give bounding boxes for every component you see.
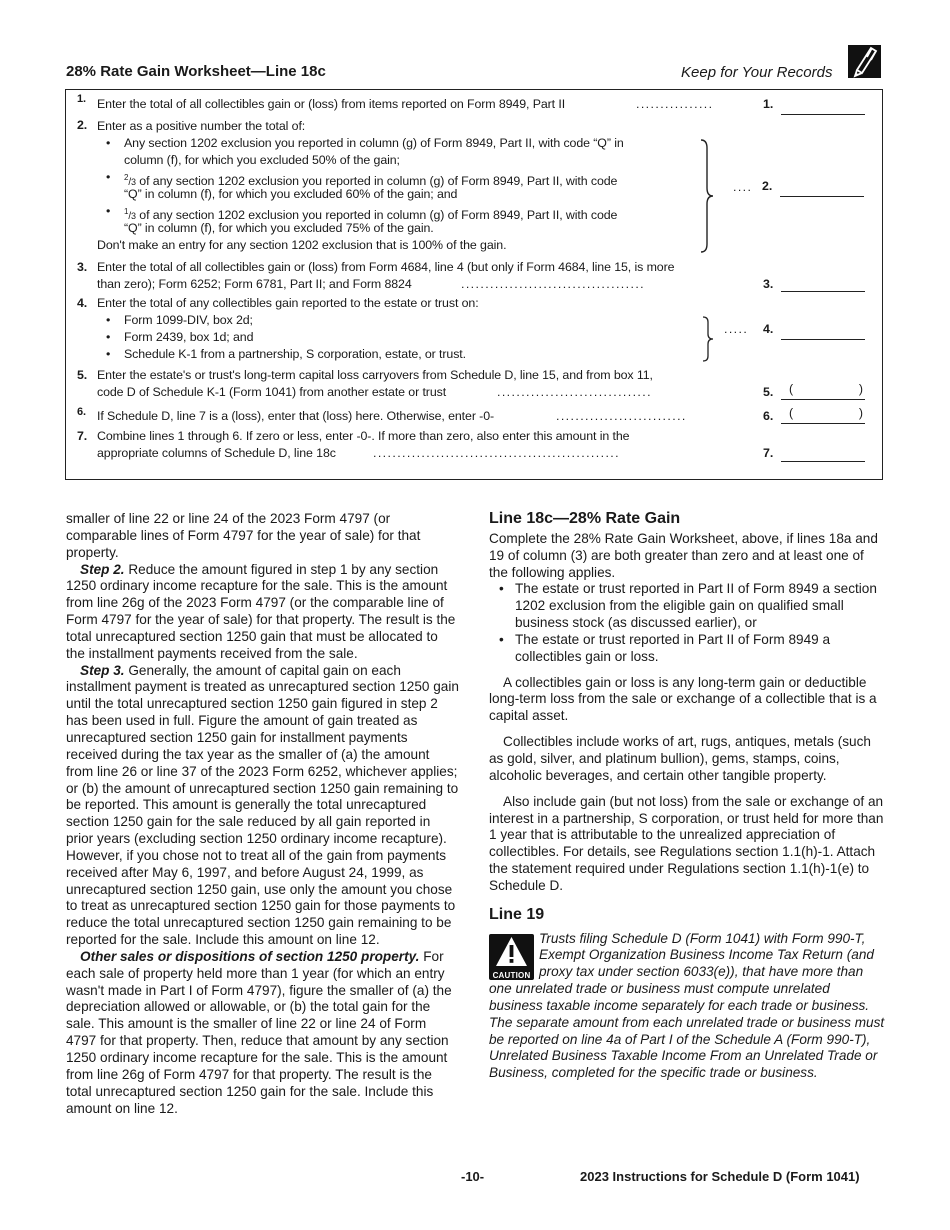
line-label: 5.	[763, 385, 774, 399]
leader-dots: ................	[636, 97, 714, 111]
line-2-entry-field[interactable]	[780, 181, 864, 197]
line-number: 7.	[77, 429, 88, 443]
caution-label: CAUTION	[492, 970, 531, 980]
line-note: Don't make an entry for any section 1202 exclusion that is 100% of the gain.	[97, 238, 507, 252]
line-text: Enter the total of all collectibles gain or (loss) from Form 4684, line 4 (but only if Form 4684, line 15, is more	[97, 260, 675, 274]
paragraph: Collectibles include works of art, rugs, antiques, metals (such as gold, silver, and platinum bullion), gems, stamps, coins, alcoholic beverages, and certain other tangible property.	[489, 734, 871, 783]
bullet-icon: •	[106, 170, 111, 184]
line-label: 7.	[763, 446, 774, 460]
line-label: 2.	[762, 179, 773, 193]
bullet-text: “Q” in column (f), for which you excluded 60% of the gain; and	[124, 187, 458, 201]
line-number: 4.	[77, 296, 88, 310]
pencil-icon	[848, 45, 881, 78]
line-intro: Enter as a positive number the total of:	[97, 119, 306, 133]
line-intro: Enter the total of any collectibles gain reported to the estate or trust on:	[97, 296, 479, 310]
bullet-text: Any section 1202 exclusion you reported in column (g) of Form 8949, Part II, with code “Q” in	[124, 136, 624, 150]
left-column	[66, 511, 460, 1117]
heading-line-18c: Line 18c—28% Rate Gain	[489, 510, 681, 527]
line-7-entry-field[interactable]	[781, 446, 865, 462]
brace-icon	[698, 138, 716, 254]
line-label: 4.	[763, 322, 774, 336]
line-3-entry-field[interactable]	[781, 276, 865, 292]
bullet-icon: •	[106, 313, 111, 327]
line-text: appropriate columns of Schedule D, line 18c	[97, 446, 336, 460]
heading-line-19: Line 19	[489, 905, 545, 923]
list-item: • The estate or trust reported in Part II of Form 8949 a collectibles gain or loss.	[489, 632, 885, 666]
bullet-text: Form 1099-DIV, box 2d;	[124, 313, 253, 327]
open-paren: (	[789, 406, 794, 420]
bullet-icon: •	[106, 136, 111, 150]
line-text: Enter the total of all collectibles gain or (loss) from items reported on Form 8949, Part II	[97, 97, 566, 111]
keep-for-records-label: Keep for Your Records	[681, 64, 833, 81]
line-number: 5.	[77, 368, 88, 382]
line-label: 6.	[763, 409, 774, 423]
other-sales-label: Other sales or dispositions of section 1250 property.	[80, 948, 420, 964]
paragraph: Also include gain (but not loss) from the sale or exchange of an interest in a partnership, S corporation, or trust held for more than 1 year that is attributable to the unrealized appreciation of collectibles. For details, see Regulations section 1.1(h)-1. Attach the statement required under Regulations section 1.1(h)-1(e) to Schedule D.	[489, 793, 884, 893]
close-paren: )	[858, 382, 863, 396]
line-text: If Schedule D, line 7 is a (loss), enter that (loss) here. Otherwise, enter -0-	[97, 409, 495, 423]
line-text: than zero); Form 6252; Form 6781, Part II; and Form 8824	[97, 277, 412, 291]
line-text: Enter the estate's or trust's long-term capital loss carryovers from Schedule D, line 15, and from box 11,	[97, 368, 653, 382]
leader-dots: .....	[724, 322, 749, 336]
fraction-denominator: 3	[131, 211, 136, 222]
bullet-text: column (f), for which you excluded 50% of the gain;	[124, 153, 400, 167]
bullet-list	[489, 581, 885, 665]
bullet-text: Schedule K-1 from a partnership, S corporation, estate, or trust.	[124, 347, 466, 361]
step-2-text: Reduce the amount figured in step 1 by any section 1250 ordinary income recapture for the sale. This is the amount from line 26g of the 2023 Form 4797 (or the comparable line of Form 4797 for the year of sale) for that property. The result is the total unrecaptured section 1250 gain that must be allocated to the installment payments received from the sale.	[66, 561, 456, 661]
step-2-label: Step 2.	[80, 561, 125, 577]
brace-icon	[700, 316, 716, 362]
bullet-text: Form 2439, box 1d; and	[124, 330, 254, 344]
step-3-paragraph	[66, 663, 460, 949]
caution-text: Trusts filing Schedule D (Form 1041) with Form 990-T, Exempt Organization Business Income Tax Return (and proxy tax under section 6033(e)), that have more than one unrelated trade or business must compute unrelated business taxable income separately for each trade or business. The separate amount from each unrelated trade or business must be reported on line 4a of Part I of the Schedule A (Form 990-T), Unrelated Business Taxable Income From an Unrelated Trade or Business, completed for the specific trade or business.	[489, 930, 885, 1081]
line-text: code D of Schedule K-1 (Form 1041) from another estate or trust	[97, 385, 447, 399]
leader-dots: ...................................................	[373, 446, 620, 460]
footer-title: 2023 Instructions for Schedule D (Form 1041)	[580, 1169, 860, 1184]
bullet-text-with-fraction: $^2$/3 of any section 1202 exclusion you reported in column (g) of Form 8949, Part II, with code	[124, 173, 618, 189]
leader-dots: ....	[733, 180, 753, 194]
line-label: 1.	[763, 97, 774, 111]
line-4-entry-field[interactable]	[781, 324, 865, 340]
line-5-entry-field[interactable]	[781, 384, 865, 400]
list-item: • The estate or trust reported in Part II of Form 8949 a section 1202 exclusion from the eligible gain on qualified small business stock (as discussed earlier), or	[489, 581, 885, 632]
bullet-icon: •	[106, 330, 111, 344]
fraction-numerator: 1	[124, 207, 129, 216]
bullet-text: of any section 1202 exclusion you reported in column (g) of Form 8949, Part II, with code	[135, 208, 618, 223]
caution-icon	[489, 934, 534, 980]
paragraph: smaller of line 22 or line 24 of the 2023 Form 4797 (or comparable lines of Form 4797 for the year of sale) for that property.	[66, 511, 421, 560]
caution-block	[489, 931, 885, 1083]
leader-dots: ......................................	[461, 277, 646, 291]
close-paren: )	[858, 406, 863, 420]
step-3-label: Step 3.	[80, 662, 125, 678]
line-number: 6.	[77, 406, 86, 418]
worksheet-title: 28% Rate Gain Worksheet—Line 18c	[66, 63, 326, 80]
right-column	[489, 511, 885, 1082]
other-sales-paragraph	[66, 949, 460, 1117]
bullet-text-with-fraction: $^1$/3 of any section 1202 exclusion you reported in column (g) of Form 8949, Part II, with code	[124, 207, 618, 223]
line-1-entry-field[interactable]	[781, 99, 865, 115]
paragraph: A collectibles gain or loss is any long-term gain or deductible long-term loss from the sale or exchange of a collectible that is a capital asset.	[489, 674, 877, 724]
bullet-text: of any section 1202 exclusion you reported in column (g) of Form 8949, Part II, with code	[135, 174, 618, 189]
line-number: 3.	[77, 260, 88, 274]
bullet-text: “Q” in column (f), for which you excluded 75% of the gain.	[124, 221, 434, 235]
line-number: 1.	[77, 93, 86, 105]
line-number: 2.	[77, 118, 88, 132]
page-number: -10-	[461, 1169, 485, 1184]
other-sales-text: For each sale of property held more than 1 year (for which an entry wasn't made in Part I of Form 4797), figure the smaller of (a) the depreciation allowed or allowable, or (b) the total gain for the sale. This amount is the smaller of line 22 or line 24 of Form 4797 for that property. Then, reduce that amount by any section 1250 ordinary income recapture for the sale. This is the amount from line 26g of Form 4797 for that property. The result is the total unrecaptured section 1250 gain for the sale. Include this amount on line 12.	[66, 948, 452, 1116]
bullet-icon: •	[106, 347, 111, 361]
leader-dots: ...........................	[556, 409, 687, 423]
step-3-text: Generally, the amount of capital gain on each installment payment is treated as unrecaptured section 1250 gain until the total unrecaptured section 1250 gain figured in step 2 has been used in full. Figure the amount of gain treated as unrecaptured section 1250 gain for installment payments received during the tax year as the smaller of (a) the amount from line 26 or line 37 of the 2023 Form 6252, whichever applies; or (b) the amount of unrecaptured section 1250 gain remaining to be reported. This amount is generally the total unrecaptured section 1250 gain for the sale reduced by all gain reported in prior years (excluding section 1250 ordinary income recapture). However, if you chose not to treat all of the gain from payments received after May 6, 1997, and before August 24, 1999, as unrecaptured section 1250 gain, use only the amount you chose to treat as unrecaptured section 1250 gain for those payments to reduce the total unrecaptured section 1250 gain remaining to be reported for the sale. Include this amount on line 12.	[66, 662, 459, 948]
step-2-paragraph	[66, 562, 460, 663]
fraction-numerator: 2	[124, 173, 129, 182]
paragraph: Complete the 28% Rate Gain Worksheet, above, if lines 18a and 19 of column (3) are both greater than zero and at least one of the following applies.	[489, 530, 878, 580]
line-text: Combine lines 1 through 6. If zero or less, enter -0-. If more than zero, also enter this amount in the	[97, 429, 630, 443]
open-paren: (	[789, 382, 794, 396]
line-6-entry-field[interactable]	[781, 408, 865, 424]
fraction-denominator: 3	[131, 177, 136, 188]
line-label: 3.	[763, 277, 774, 291]
leader-dots: ................................	[497, 385, 652, 399]
bullet-icon: •	[106, 204, 111, 218]
